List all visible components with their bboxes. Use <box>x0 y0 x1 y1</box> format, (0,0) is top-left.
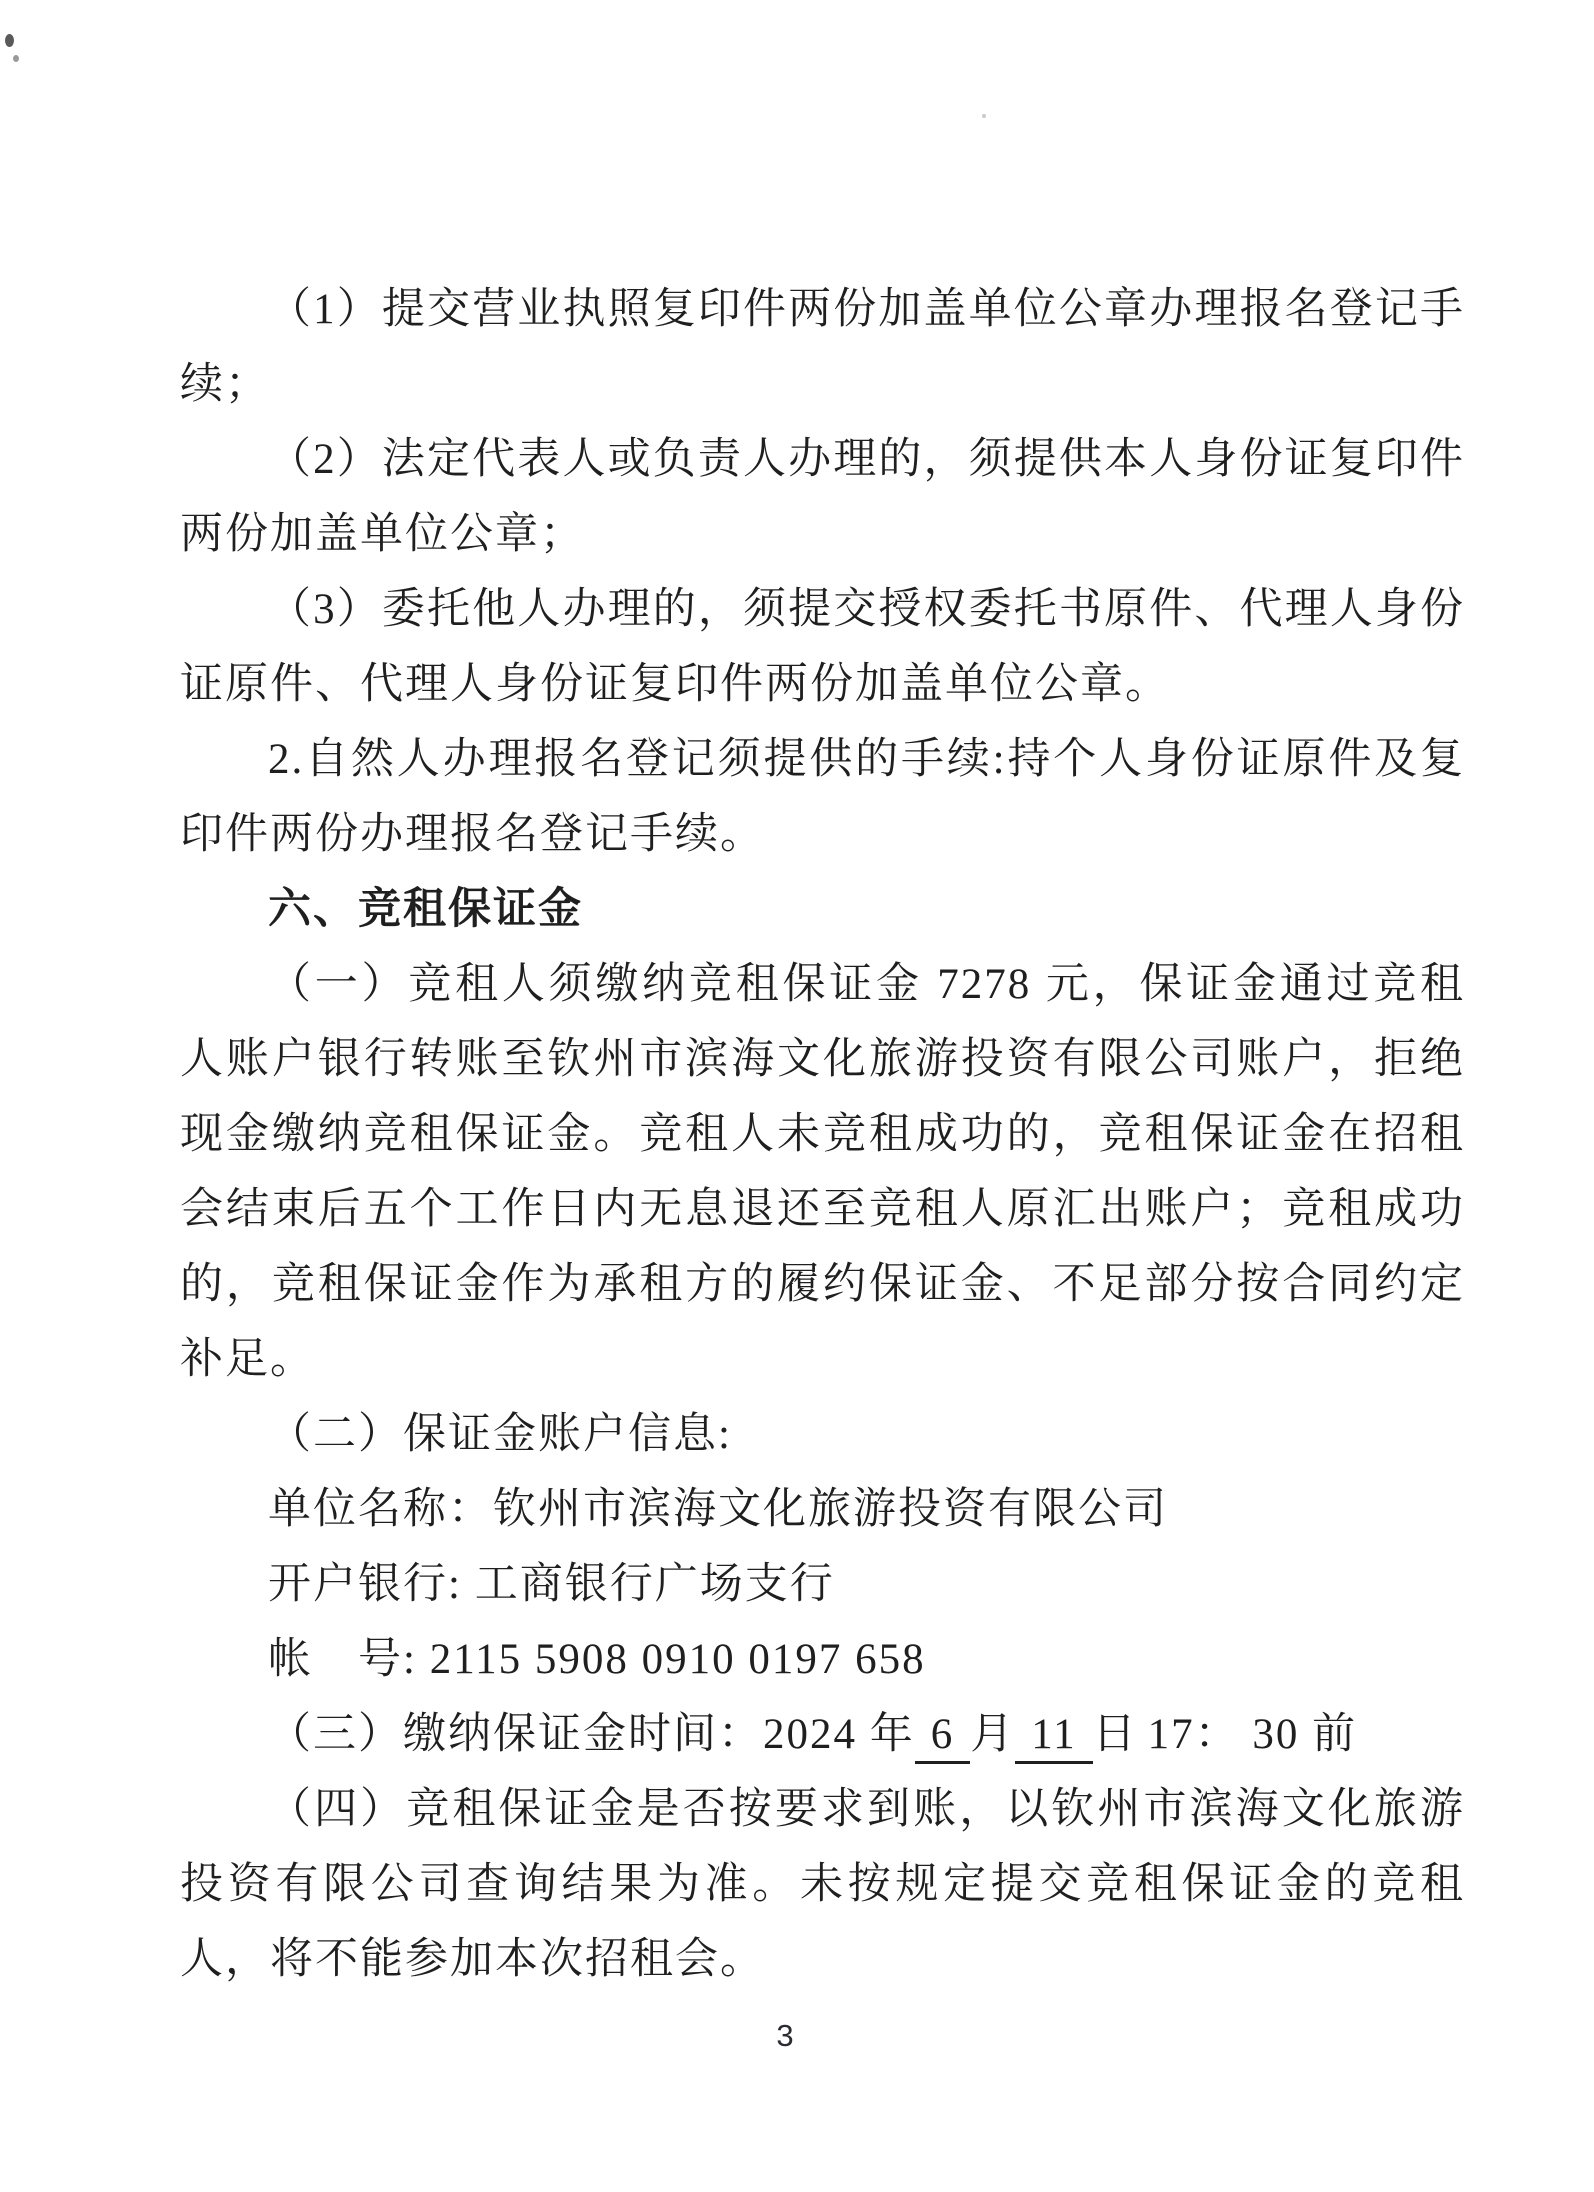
account-number-value: 2115 5908 0910 0197 658 <box>429 1636 926 1683</box>
page-number: 3 <box>776 2018 794 2053</box>
account-number-line <box>180 1622 1465 1697</box>
clause-1-business-license: （1）提交营业执照复印件两份加盖单位公章办理报名登记手续； <box>180 286 1465 408</box>
deadline-day-unit: 日 <box>1092 1711 1138 1758</box>
clause-natural-person: 2.自然人办理报名登记须提供的手续:持个人身份证原件及复印件两份办理报名登记手续。 <box>180 736 1465 858</box>
deadline-time: 17： 30 前 <box>1147 1711 1358 1758</box>
account-number-label: 帐 号: <box>268 1636 417 1683</box>
deposit-account-info-label: （二）保证金账户信息: <box>268 1411 732 1458</box>
deadline-month-value: 6 <box>915 1709 971 1764</box>
deadline-prefix: （三）缴纳保证金时间：2024 年 <box>268 1711 915 1758</box>
document-body <box>180 272 1465 1997</box>
clause-2-legal-representative: （2）法定代表人或负责人办理的，须提供本人身份证复印件两份加盖单位公章； <box>180 436 1465 558</box>
deadline-month-unit: 月 <box>970 1711 1016 1758</box>
account-company-name: 单位名称：钦州市滨海文化旅游投资有限公司 <box>268 1486 1168 1533</box>
deadline-day-value: 11 <box>1015 1709 1092 1764</box>
deadline-line <box>180 1697 1465 1772</box>
clause-3-authorized-agent: （3）委托他人办理的，须提交授权委托书原件、代理人身份证原件、代理人身份证复印件两份加盖单位公章。 <box>180 586 1465 708</box>
section-six-heading: 六、竞租保证金 <box>268 885 583 933</box>
scan-speck <box>13 55 19 62</box>
scan-speck <box>982 114 986 118</box>
scan-speck <box>5 34 14 47</box>
account-bank-name: 开户银行: 工商银行广场支行 <box>268 1561 835 1608</box>
deposit-amount-paragraph: （一）竞租人须缴纳竞租保证金 7278 元，保证金通过竞租人账户银行转账至钦州市滨海文化旅游投资有限公司账户，拒绝现金缴纳竞租保证金。竞租人未竞租成功的，竞租保证金在招租会结束后五个工作日内无息退还至竞租人原汇出账户；竞租成功的，竞租保证金作为承租方的履约保证金、不足部分按合同约定补足。 <box>180 961 1465 1383</box>
clause-four-deposit-verification: （四）竞租保证金是否按要求到账，以钦州市滨海文化旅游投资有限公司查询结果为准。未按规定提交竞租保证金的竞租人，将不能参加本次招租会。 <box>180 1786 1465 1983</box>
